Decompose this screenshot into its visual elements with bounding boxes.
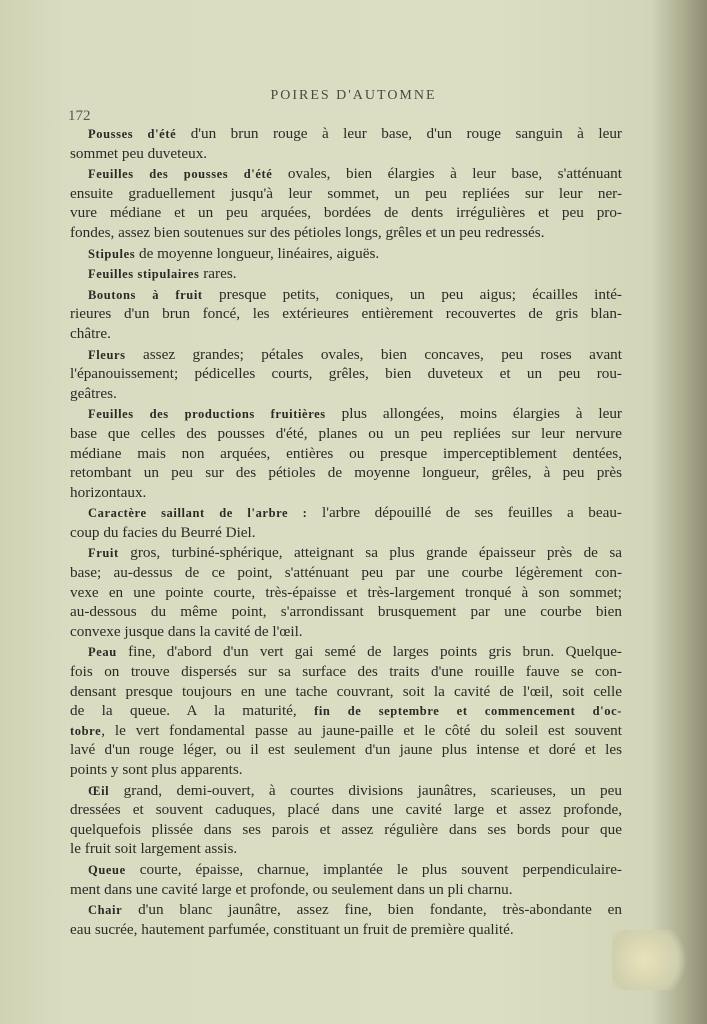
text-line <box>70 920 622 940</box>
page-number: 172 <box>68 108 91 124</box>
text-segment: l'arbre dépouillé de ses feuilles a beau- <box>307 504 622 522</box>
paragraph <box>70 503 622 542</box>
text-line <box>70 642 622 662</box>
text-segment: au-dessous du même point, s'arrondissant brusquement par une courbe bien <box>70 603 622 621</box>
text-line <box>70 860 622 880</box>
text-line <box>70 563 622 583</box>
bold-term: Feuilles des productions fruitières <box>88 407 326 422</box>
text-line <box>70 124 622 144</box>
bold-term: Chair <box>88 903 123 918</box>
bold-term: tobre <box>70 723 102 738</box>
running-header: POIRES D'AUTOMNE <box>270 88 437 103</box>
text-segment: châtre. <box>70 324 111 342</box>
text-segment: le fruit soit largement assis. <box>70 840 238 858</box>
text-segment: fondes, assez bien soutenues sur des pétioles longs, grêles et un peu redressés. <box>70 223 545 241</box>
text-segment: vure médiane et un peu arquées, bordées de dents irrégulières et peu pro- <box>70 204 622 222</box>
paragraph <box>70 264 622 284</box>
paragraph <box>70 164 622 242</box>
bold-term: Feuilles stipulaires <box>88 267 200 282</box>
paragraph <box>70 781 622 859</box>
text-line <box>70 682 622 702</box>
text-segment: densant presque toujours en une tache couvrant, soit la cavité de l'œil, soit celle <box>70 682 622 700</box>
bold-term: Feuilles des pousses d'été <box>88 167 273 182</box>
text-segment: base; au-dessus de ce point, s'atténuant peu par une courbe légèrement con- <box>70 564 622 582</box>
text-line <box>70 583 622 603</box>
bold-term: Queue <box>88 862 126 877</box>
bold-term: Stipules <box>88 246 136 261</box>
text-line <box>70 244 622 264</box>
text-line <box>70 203 622 223</box>
text-segment: courte, épaisse, charnue, implantée le plus souvent perpendiculaire- <box>125 860 622 878</box>
text-line <box>70 345 622 365</box>
text-segment: eau sucrée, hautement parfumée, constituant un fruit de première qualité. <box>70 920 514 938</box>
text-line <box>70 364 622 384</box>
bold-term: Caractère saillant de l'arbre : <box>88 506 308 521</box>
paragraph <box>70 285 622 344</box>
text-segment: fine, d'abord d'un vert gai semé de larges points gris brun. Quelque- <box>116 643 622 661</box>
body-text <box>70 124 622 940</box>
bold-term: Fruit <box>88 546 119 561</box>
text-segment: horizontaux. <box>70 483 147 501</box>
paragraph <box>70 900 622 939</box>
text-line <box>70 760 622 780</box>
text-segment: sommet peu duveteux. <box>70 144 208 162</box>
text-segment: retombant un peu sur des pétioles de moyenne longueur, grêles, à peu près <box>70 464 622 482</box>
text-line <box>70 424 622 444</box>
text-segment: points y sont plus apparents. <box>70 761 243 778</box>
bold-term: fin de septembre et commencement d'oc- <box>314 704 622 719</box>
bold-term: Peau <box>88 645 117 660</box>
paragraph <box>70 124 622 163</box>
text-line <box>70 324 622 344</box>
text-segment: grand, demi-ouvert, à courtes divisions jaunâtres, scarieuses, un peu <box>109 781 622 799</box>
text-line <box>70 880 622 900</box>
text-line <box>70 602 622 622</box>
text-segment: rieures d'un brun foncé, les extérieures entièrement recouvertes de gris blan- <box>70 305 622 323</box>
text-segment: quelquefois plissée dans ses parois et assez régulière dans ses bords pour que <box>70 820 622 838</box>
text-segment: ovales, bien élargies à leur base, s'atténuant <box>272 165 622 183</box>
text-segment: d'un brun rouge à leur base, d'un rouge sanguin à leur <box>176 125 622 142</box>
text-line <box>70 223 622 243</box>
text-segment: geâtres. <box>70 384 117 402</box>
text-segment: médiane mais non arquées, entières ou presque imperceptiblement dentées, <box>70 444 622 462</box>
paragraph <box>70 642 622 779</box>
text-segment: gros, turbiné-sphérique, atteignant sa plus grande épaisseur près de sa <box>118 544 622 562</box>
text-line <box>70 184 622 204</box>
text-line <box>70 285 622 305</box>
page-corner-stain <box>612 930 692 990</box>
text-segment: dressées et souvent caduques, placé dans une cavité large et assez profonde, <box>70 801 622 819</box>
text-line <box>70 820 622 840</box>
bold-term: Boutons à fruit <box>88 287 203 302</box>
text-line <box>70 721 622 741</box>
text-segment: fois on trouve dispersés sur sa surface des traits d'une rouille fauve se con- <box>70 663 622 681</box>
bold-term: Fleurs <box>88 347 126 362</box>
text-segment: rares. <box>199 265 237 283</box>
text-segment: assez grandes; pétales ovales, bien concaves, peu roses avant <box>125 345 622 363</box>
text-line <box>70 444 622 464</box>
text-line <box>70 384 622 404</box>
text-segment: de la queue. A la maturité, <box>70 702 315 720</box>
text-line <box>70 264 622 284</box>
text-line <box>70 622 622 642</box>
bold-term: Pousses d'été <box>88 127 177 141</box>
text-segment: d'un blanc jaunâtre, assez fine, bien fondante, très-abondante en <box>122 901 622 919</box>
paragraph <box>70 860 622 899</box>
text-line <box>70 503 622 523</box>
text-line <box>70 144 622 164</box>
text-line <box>70 800 622 820</box>
text-segment: presque petits, coniques, un peu aigus; écailles inté- <box>202 285 622 303</box>
paragraph <box>70 345 622 404</box>
text-segment: ment dans une cavité large et profonde, ou seulement dans un pli charnu. <box>70 880 513 898</box>
text-segment: coup du facies du Beurré Diel. <box>70 523 256 541</box>
text-segment: , le vert fondamental passe au jaune-paille et le côté du soleil est souvent <box>101 721 622 739</box>
text-segment: de moyenne longueur, linéaires, aiguës. <box>135 244 380 262</box>
text-line <box>70 304 622 324</box>
text-line <box>70 463 622 483</box>
text-line <box>70 701 622 721</box>
paragraph <box>70 404 622 502</box>
text-line <box>70 900 622 920</box>
paragraph <box>70 543 622 641</box>
text-line <box>70 404 622 424</box>
text-line <box>70 483 622 503</box>
text-line <box>70 164 622 184</box>
text-segment: l'épanouissement; pédicelles courts, grêles, bien duveteux et un peu rou- <box>70 365 622 383</box>
text-line <box>70 523 622 543</box>
text-line <box>70 662 622 682</box>
text-segment: vexe en une pointe courte, très-épaisse et très-largement tronqué à son sommet; <box>70 583 622 601</box>
text-segment: base que celles des pousses d'été, planes ou un peu repliées sur leur nervure <box>70 424 622 442</box>
text-line <box>70 839 622 859</box>
text-segment: plus allongées, moins élargies à leur <box>325 405 622 423</box>
text-segment: lavé d'un rouge léger, ou il est seulement d'un jaune plus intense et doré et les <box>70 741 622 759</box>
text-segment: ensuite graduellement jusqu'à leur sommet, un peu repliées sur leur ner- <box>70 184 622 202</box>
text-segment: convexe jusque dans la cavité de l'œil. <box>70 622 303 640</box>
paragraph <box>70 244 622 264</box>
bold-term: Œil <box>88 783 110 798</box>
text-line <box>70 543 622 563</box>
text-line <box>70 781 622 801</box>
text-line <box>70 740 622 760</box>
